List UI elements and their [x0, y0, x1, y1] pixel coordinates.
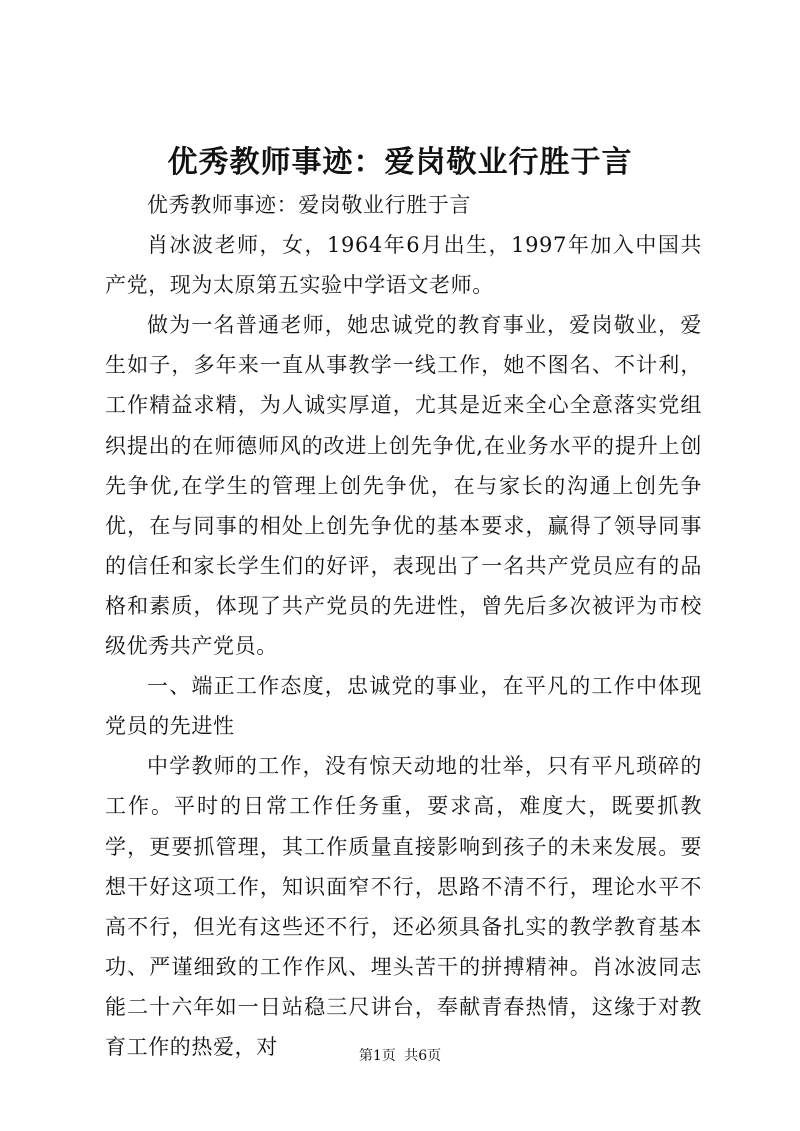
- paragraph: 做为一名普通老师，她忠诚党的教育事业，爱岗敬业，爱生如子，多年来一直从事教学一线工作，她不图名、不计利，工作精益求精，为人诚实厚道，尤其是近来全心全意落实党组织提出的在师德师风的改进上创先争优,在业务水平的提升上创先争优,在学生的管理上创先争优，在与家长的沟通上创先争优，在与同事的相处上创先争优的基本要求，赢得了领导同事的信任和家长学生们的好评，表现出了一名共产党员应有的品格和素质，体现了共产党员的先进性，曾先后多次被评为市校级优秀共产党员。: [105, 313, 702, 659]
- paragraph: 中学教师的工作，没有惊天动地的壮举，只有平凡琐碎的工作。平时的日常工作任务重，要求高，难度大，既要抓教学，更要抓管理，其工作质量直接影响到孩子的未来发展。要想干好这项工作，知识面窄不行，思路不清不行，理论水平不高不行，但光有这些还不行，还必须具备扎实的教学教育基本功、严谨细致的工作作风、埋头苦干的拼搏精神。肖冰波同志能二十六年如一日站稳三尺讲台，奉献青春热情，这缘于对教育工作的热爱，对: [105, 754, 702, 1059]
- page-title: 优秀教师事迹：爱岗敬业行胜于言: [167, 145, 633, 180]
- paragraph: 一、端正工作态度，忠诚党的事业，在平凡的工作中体现党员的先进性: [105, 674, 702, 739]
- page-total: 共6页: [404, 1048, 442, 1064]
- paragraph: 肖冰波老师，女，1964年6月出生，1997年加入中国共产党，现为太原第五实验中学语文老师。: [105, 233, 702, 298]
- paragraph: 优秀教师事迹：爱岗敬业行胜于言: [147, 193, 471, 217]
- page-footer: [0, 1046, 800, 1066]
- page-number: 第1页: [358, 1048, 396, 1064]
- document-body: [105, 185, 702, 1067]
